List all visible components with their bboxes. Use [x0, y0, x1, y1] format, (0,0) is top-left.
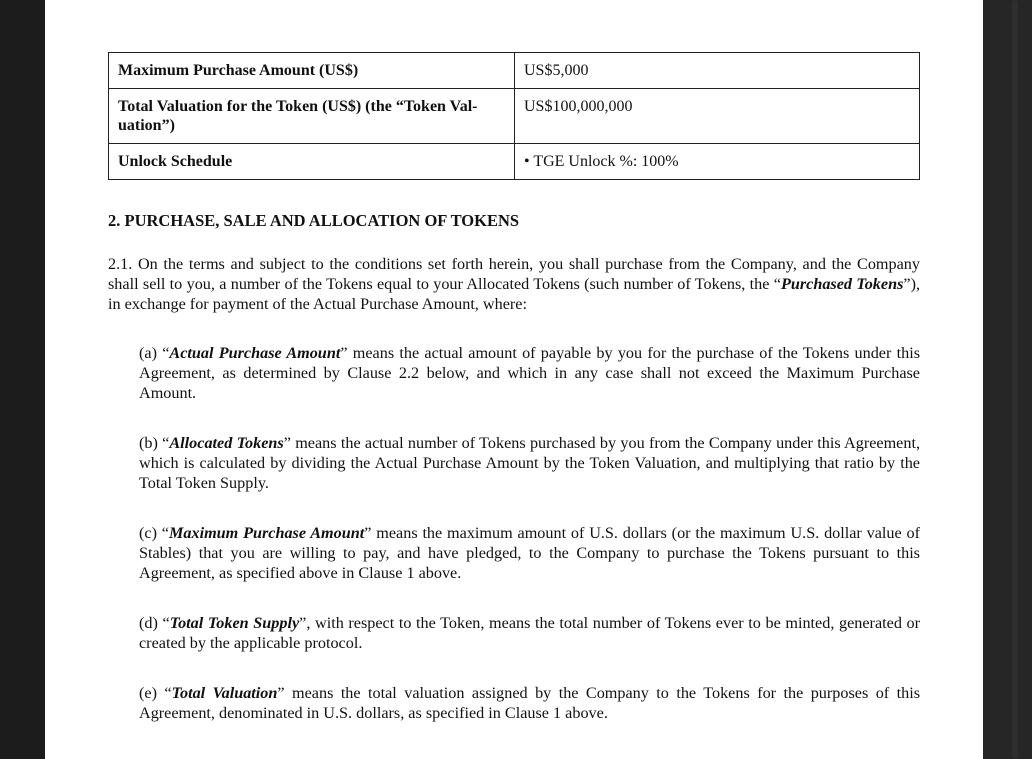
definition-list	[139, 343, 920, 723]
defined-term: Total Token Supply	[169, 614, 300, 632]
viewer-left-gutter	[0, 0, 45, 759]
definition-clause	[139, 683, 920, 723]
clause-text: ” means the maximum amount of U.S. dollars (or the maximum U.S. dollar value of Stables) that you are willing to pay, and have pledged, to the Company to purchase the Tokens pursuant to this Agreement, as specified above in Clause 1 above.	[139, 524, 921, 582]
defined-term: Maximum Purchase Amount	[168, 524, 365, 542]
table-cell-value: US$5,000	[515, 53, 920, 89]
clause-text: ” means the total valuation assigned by the Company to the Tokens for the purposes of this Agreement, denominated in U.S. dollars, as specified in Clause 1 above.	[139, 684, 921, 722]
defined-term: Total Valuation	[171, 684, 278, 702]
clause-prefix: (c) “	[139, 524, 169, 542]
section-heading: 2. PURCHASE, SALE AND ALLOCATION OF TOKENS	[108, 211, 520, 230]
clause-text: ” means the actual number of Tokens purchased by you from the Company under this Agreement, which is calculated by dividing the Actual Purchase Amount by the Token Valuation, and multiplying that ratio by the Total Token Supply.	[139, 434, 921, 492]
defined-term: Actual Purchase Amount	[169, 344, 341, 362]
table-cell-label: Maximum Purchase Amount (US$)	[109, 53, 515, 89]
viewer-right-gutter	[983, 0, 1032, 759]
clause-text: ” means the actual amount of payable by you for the purchase of the Tokens under this Agreement, as determined by Clause 2.2 below, and which in any case shall not exceed the Maximum Purchase Amount.	[139, 344, 920, 402]
document-page[interactable]	[45, 0, 983, 759]
table-row	[109, 144, 920, 180]
table-row	[109, 89, 920, 144]
intro-text-pre: 2.1. On the terms and subject to the conditions set forth herein, you shall purchase from the Company, and the Company shall sell to you, a number of the Tokens equal to your Allocated Tokens (such number of Tokens, the “	[108, 255, 920, 293]
table-cell-value: US$100,000,000	[515, 89, 920, 144]
document-content	[108, 52, 920, 723]
definition-clause	[139, 523, 920, 583]
clause-prefix: (a) “	[139, 344, 170, 362]
clause-prefix: (b) “	[139, 434, 170, 452]
definition-clause	[139, 433, 920, 493]
table-row	[109, 53, 920, 89]
clause-text: ”, with respect to the Token, means the total number of Tokens ever to be minted, generated or created by the applicable protocol.	[139, 614, 921, 652]
defined-term: Purchased Tokens	[780, 275, 904, 293]
intro-text-post: ”), in exchange for payment of the Actual Purchase Amount, where:	[108, 275, 921, 313]
intro-paragraph	[108, 254, 920, 314]
terms-table	[108, 52, 920, 180]
table-cell-label: Unlock Schedule	[109, 144, 515, 180]
defined-term: Allocated Tokens	[169, 434, 284, 452]
table-cell-label: Total Valuation for the Token (US$) (the “Token Val-uation”)	[109, 89, 515, 144]
clause-prefix: (d) “	[139, 614, 170, 632]
clause-prefix: (e) “	[139, 684, 172, 702]
table-cell-value: • TGE Unlock %: 100%	[515, 144, 920, 180]
definition-clause	[139, 343, 920, 403]
scrollbar[interactable]	[1012, 0, 1018, 759]
definition-clause	[139, 613, 920, 653]
